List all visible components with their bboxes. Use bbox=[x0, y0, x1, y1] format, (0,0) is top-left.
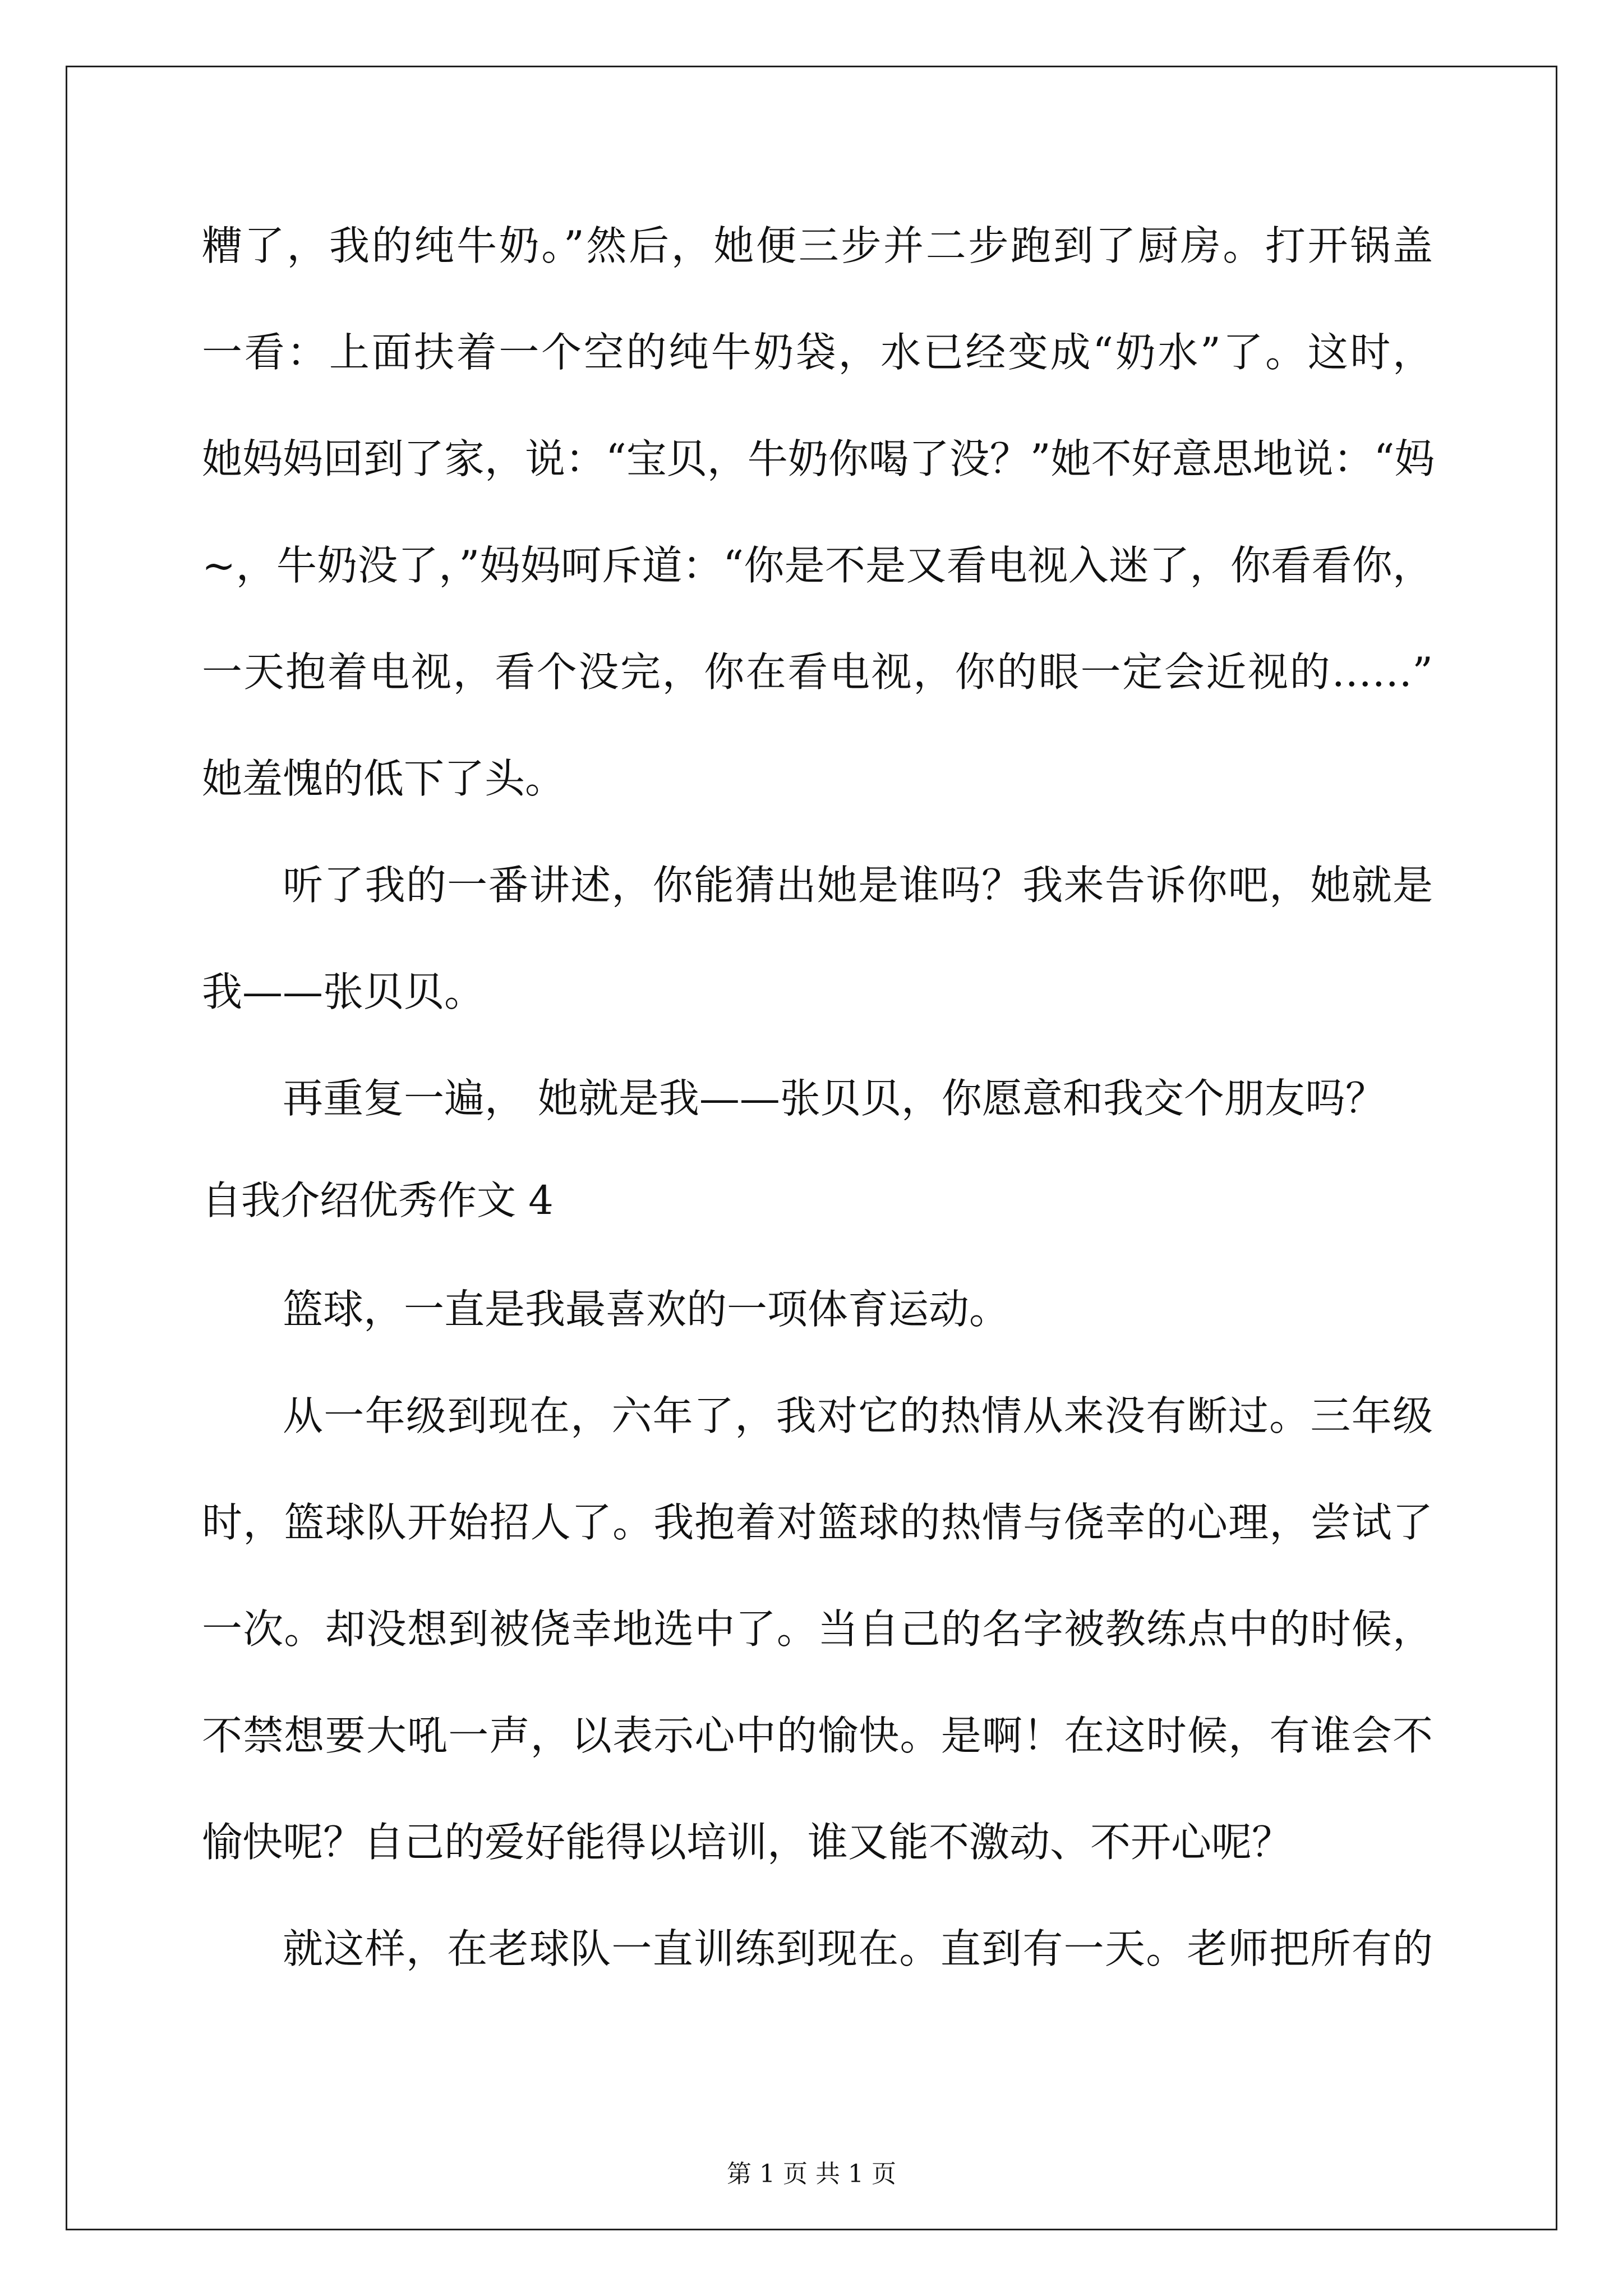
paragraph-line: 一天抱着电视，看个没完，你在看电视，你的眼一定会近视的……” bbox=[202, 648, 1433, 696]
paragraph-line: 她妈妈回到了家，说：“宝贝，牛奶你喝了没？”她不好意思地说：“妈 bbox=[202, 435, 1435, 482]
paragraph-line: 从一年级到现在，六年了，我对它的热情从来没有断过。三年级 bbox=[283, 1392, 1433, 1439]
paragraph-line: 糟了，我的纯牛奶。”然后，她便三步并二步跑到了厨房。打开锅盖 bbox=[202, 222, 1433, 269]
paragraph-line: 一次。却没想到被侥幸地选中了。当自己的名字被教练点中的时候， bbox=[202, 1605, 1433, 1653]
section-heading: 自我介绍优秀作文 4 bbox=[202, 1177, 554, 1223]
paragraph-line: 再重复一遍， 她就是我——张贝贝，你愿意和我交个朋友吗？ bbox=[283, 1075, 1386, 1122]
paragraph-line: 篮球，一直是我最喜欢的一项体育运动。 bbox=[283, 1286, 1010, 1333]
paragraph-line: 她羞愧的低下了头。 bbox=[202, 755, 566, 802]
paragraph-line: 就这样，在老球队一直训练到现在。直到有一天。老师把所有的 bbox=[283, 1925, 1433, 1972]
paragraph-line: 我——张贝贝。 bbox=[202, 968, 485, 1015]
paragraph-line: 不禁想要大吼一声，以表示心中的愉快。是啊！在这时候，有谁会不 bbox=[202, 1712, 1433, 1759]
paragraph-line: 一看：上面扶着一个空的纯牛奶袋，水已经变成“奶水”了。这时， bbox=[202, 329, 1433, 376]
page-frame bbox=[66, 66, 1557, 2230]
paragraph-line: 时，篮球队开始招人了。我抱着对篮球的热情与侥幸的心理，尝试了 bbox=[202, 1499, 1433, 1546]
page-number-footer: 第 1 页 共 1 页 bbox=[727, 2160, 896, 2188]
paragraph-line: 听了我的一番讲述，你能猜出她是谁吗？我来告诉你吧，她就是 bbox=[283, 862, 1433, 909]
paragraph-line: ~，牛奶没了，”妈妈呵斥道：“你是不是又看电视入迷了，你看看你， bbox=[202, 542, 1433, 589]
paragraph-line: 愉快呢？自己的爱好能得以培训，谁又能不激动、不开心呢？ bbox=[202, 1819, 1293, 1866]
